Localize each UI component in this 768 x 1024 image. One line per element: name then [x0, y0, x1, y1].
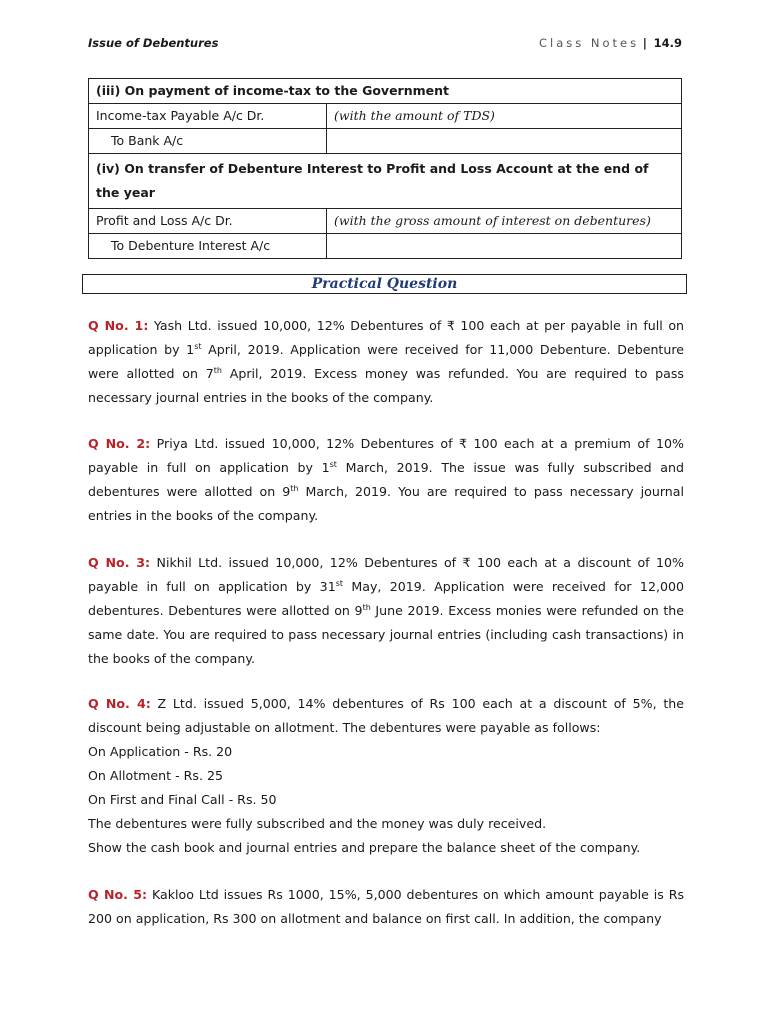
instruction-line: Show the cash book and journal entries and prepare the balance sheet of the company. — [88, 840, 641, 855]
table-row — [89, 104, 682, 129]
question-text: March, 2019. The issue was fully subscribed and debentures were allotted on 9 — [88, 460, 685, 499]
page-info — [539, 36, 682, 50]
empty-cell — [327, 234, 682, 259]
payment-line: On Application - Rs. 20 — [88, 744, 233, 759]
question-text: March, 2019. You are required to pass necessary journal entries in the books of the company. — [88, 484, 684, 523]
question-text: April, 2019. Application were received for 11,000 Debenture. Debenture were allotted on 7 — [88, 342, 685, 381]
question-1 — [88, 314, 684, 410]
question-3 — [88, 551, 684, 671]
question-text: May, 2019. Application were received for 12,000 debentures. Debentures were allotted on 9 — [88, 579, 684, 618]
table-row — [89, 129, 682, 154]
ordinal-suffix: st — [329, 459, 337, 469]
page-number: 14.9 — [653, 36, 682, 50]
pl-debit-cell: Profit and Loss A/c Dr. — [89, 209, 327, 234]
to-bank-cell: To Bank A/c — [89, 129, 327, 154]
empty-cell — [327, 129, 682, 154]
journal-entries-table — [88, 78, 682, 259]
question-5 — [88, 883, 684, 931]
ordinal-suffix: th — [362, 602, 371, 612]
income-tax-note-cell: (with the amount of TDS) — [327, 104, 682, 129]
table-row — [89, 234, 682, 259]
payment-line: On First and Final Call - Rs. 50 — [88, 792, 277, 807]
subscription-line: The debentures were fully subscribed and the money was duly received. — [88, 816, 547, 831]
question-text: June 2019. Excess monies were refunded on the same date. You are required to pass necessary journal entries (including cash transactions) in the books of the company. — [88, 603, 684, 666]
ordinal-suffix: th — [213, 365, 222, 375]
section-iii-heading: (iii) On payment of income-tax to the Government — [89, 79, 682, 104]
question-label: Q No. 3: — [88, 555, 151, 570]
question-text: Kakloo Ltd issues Rs 1000, 15%, 5,000 debentures on which amount payable is Rs 200 on application, Rs 300 on allotment and balance on first call. In addition, the company — [88, 887, 684, 926]
question-text: April, 2019. Excess money was refunded. You are required to pass necessary journal entries in the books of the company. — [88, 366, 684, 405]
payment-line: On Allotment - Rs. 25 — [88, 768, 223, 783]
income-tax-debit-cell: Income-tax Payable A/c Dr. — [89, 104, 327, 129]
practical-question-title: Practical Question — [82, 274, 687, 294]
question-label: Q No. 1: — [88, 318, 149, 333]
class-notes-label: Class Notes — [538, 36, 640, 50]
section-iv-heading: (iv) On transfer of Debenture Interest to Profit and Loss Account at the end of the year — [89, 154, 682, 209]
question-label: Q No. 4: — [88, 696, 151, 711]
table-row — [89, 79, 682, 104]
question-4 — [88, 692, 684, 860]
header-separator: | — [642, 36, 647, 50]
question-text: Yash Ltd. issued 10,000, 12% Debentures of ₹ 100 each at per payable in full on application by 1 — [88, 318, 684, 357]
page-header — [88, 36, 682, 54]
to-debenture-interest-cell: To Debenture Interest A/c — [89, 234, 327, 259]
pl-note-cell: (with the gross amount of interest on debentures) — [327, 209, 682, 234]
question-text: Z Ltd. issued 5,000, 14% debentures of Rs 100 each at a discount of 5%, the discount being adjustable on allotment. The debentures were payable as follows: — [88, 696, 685, 735]
question-label: Q No. 2: — [88, 436, 151, 451]
question-text: Priya Ltd. issued 10,000, 12% Debentures of ₹ 100 each at a premium of 10% payable in full on application by 1 — [88, 436, 684, 475]
question-text: Nikhil Ltd. issued 10,000, 12% Debentures of ₹ 100 each at a discount of 10% payable in full on application by 31 — [88, 555, 685, 594]
table-row — [89, 209, 682, 234]
ordinal-suffix: th — [290, 483, 299, 493]
ordinal-suffix: st — [194, 341, 202, 351]
question-label: Q No. 5: — [88, 887, 148, 902]
chapter-title: Issue of Debentures — [88, 36, 219, 50]
question-2 — [88, 432, 684, 528]
table-row — [89, 154, 682, 209]
ordinal-suffix: st — [335, 578, 344, 588]
